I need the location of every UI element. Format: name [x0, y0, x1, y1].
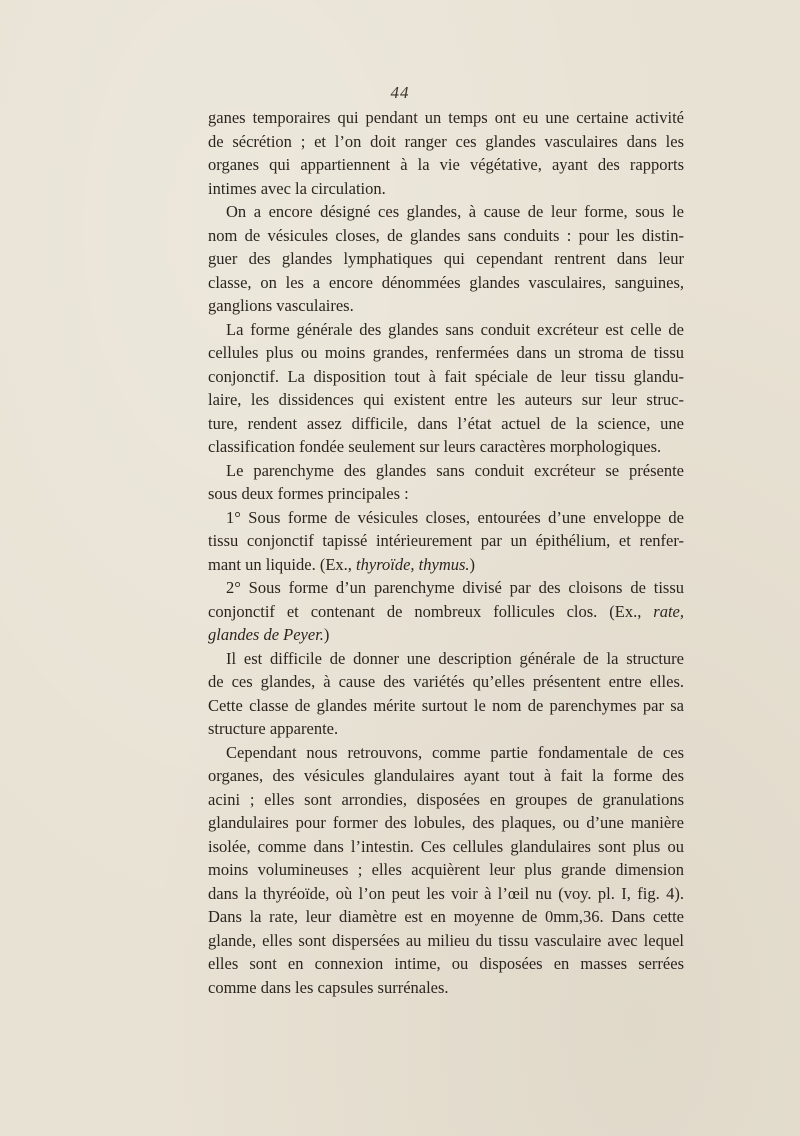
text-span: conjonctif et contenant de nombreux follicules clos. (Ex., [208, 601, 654, 621]
text-span: ) [469, 554, 476, 574]
paragraph-first-line: Le parenchyme des glandes sans conduit excréteur se présente [226, 460, 684, 480]
text-line [208, 600, 684, 624]
text-line: organes, des vésicules glandulaires ayant tout à fait la forme des [208, 766, 684, 785]
paragraph-first-line: La forme générale des glandes sans conduit excréteur est celle de [226, 319, 684, 339]
text-line: organes qui appartiennent à la vie végétative, ayant des rapports [208, 155, 684, 174]
text-line: isolée, comme dans l’intestin. Ces cellules glandulaires sont plus ou [208, 836, 684, 856]
text-line [208, 623, 684, 647]
text-line: elles sont en connexion intime, ou disposées en masses serrées [208, 954, 684, 973]
list-item-first-line: 1° Sous forme de vésicules closes, entourées d’une enveloppe de [226, 507, 684, 527]
page-number: 44 [390, 83, 410, 102]
text-line: ganes temporaires qui pendant un temps ont eu une certaine activité [208, 108, 684, 127]
list-item-first-line: 2° Sous forme d’un parenchyme divisé par des cloisons de tissu [226, 578, 684, 597]
text-line: classification fondée seulement sur leurs caractères morphologiques. [208, 437, 662, 456]
text-line: acini ; elles sont arrondies, disposées en groupes de granulations [208, 789, 684, 809]
text-line: guer des glandes lymphatiques qui cependant rentrent dans leur [208, 249, 684, 268]
body-text [208, 106, 684, 999]
text-line: sous deux formes principales : [208, 484, 409, 503]
text-line: intimes avec la circulation. [208, 178, 386, 198]
text-line: conjonctif. La disposition tout à fait spéciale de leur tissu glandu- [208, 366, 684, 386]
text-span: ) [323, 625, 330, 644]
text-line: cellules plus ou moins grandes, renfermées dans un stroma de tissu [208, 343, 684, 362]
text-line: ture, rendent assez difficile, dans l’état actuel de la science, une [208, 413, 684, 433]
paragraph-first-line: Il est difficile de donner une description générale de la structure [226, 648, 684, 668]
text-line: ganglions vasculaires. [208, 296, 354, 315]
italic-example: thyroïde, thymus. [356, 554, 470, 574]
paragraph-first-line: On a encore désigné ces glandes, à cause de leur forme, sous le [226, 202, 684, 221]
text-line: Cette classe de glandes mérite surtout le nom de parenchymes par sa [208, 695, 684, 715]
text-line: de ces glandes, à cause des variétés qu’elles présentent entre elles. [208, 672, 684, 691]
text-line: structure apparente. [208, 719, 339, 738]
text-line: dans la thyréoïde, où l’on peut les voir à l’œil nu (voy. pl. I, fig. 4). [208, 883, 684, 903]
text-span: mant un liquide. (Ex., [208, 554, 357, 574]
text-line [208, 553, 684, 577]
text-line: comme dans les capsules surrénales. [208, 977, 449, 997]
text-line: laire, les dissidences qui existent entre les auteurs sur leur struc- [208, 390, 684, 409]
text-line: glandulaires pour former des lobules, des plaques, ou d’une manière [208, 813, 684, 832]
paragraph-first-line: Cependant nous retrouvons, comme partie fondamentale de ces [226, 742, 684, 762]
text-line: classe, on les a encore dénommées glandes vasculaires, sanguines, [208, 272, 684, 292]
text-line: moins volumineuses ; elles acquièrent leur plus grande dimension [208, 860, 684, 879]
text-line: glande, elles sont dispersées au milieu du tissu vasculaire avec lequel [208, 930, 684, 950]
italic-example: glandes de Peyer. [208, 625, 324, 644]
italic-example: rate, [653, 601, 684, 621]
text-line: nom de vésicules closes, de glandes sans conduits : pour les distin- [208, 225, 684, 245]
text-line: Dans la rate, leur diamètre est en moyenne de 0mm,36. Dans cette [208, 907, 684, 926]
text-line: tissu conjonctif tapissé intérieurement par un épithélium, et renfer- [208, 531, 684, 550]
text-line: de sécrétion ; et l’on doit ranger ces glandes vasculaires dans les [208, 131, 684, 151]
